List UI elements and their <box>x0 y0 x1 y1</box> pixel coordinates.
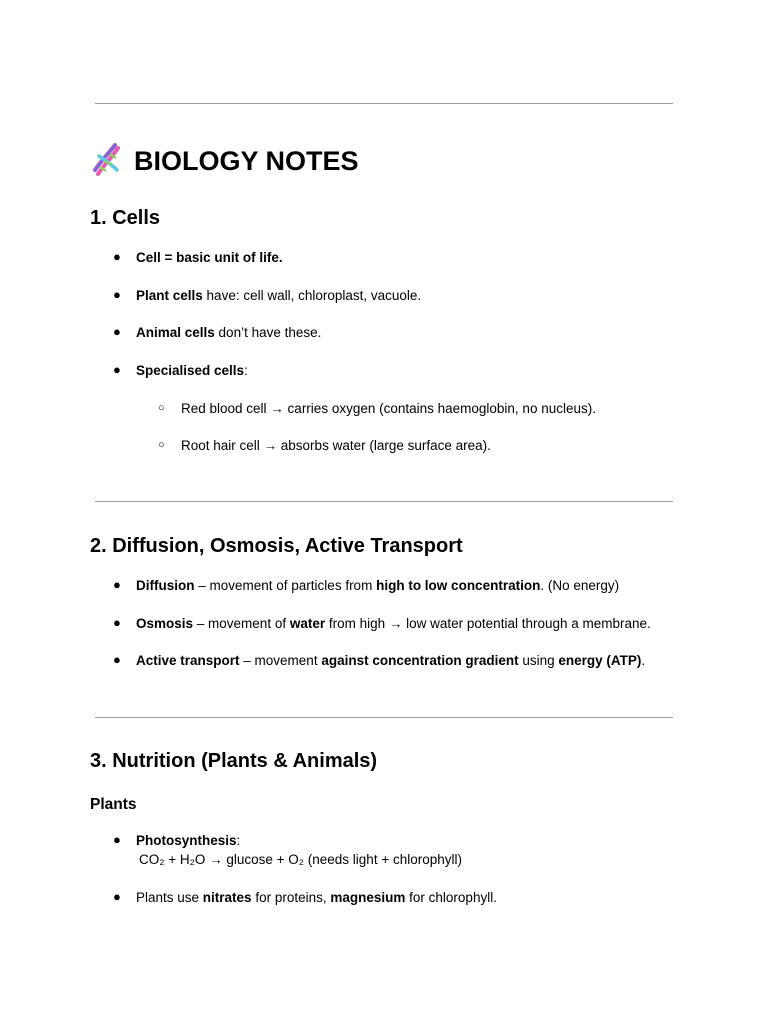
list-item-bold: nitrates <box>202 890 252 905</box>
sub-list-item: Root hair cell → absorbs water (large surface area). <box>181 438 491 453</box>
sub-bullet-icon: ○ <box>158 439 165 451</box>
list-item <box>136 287 421 305</box>
list-item <box>136 324 321 342</box>
bullet-icon: ● <box>113 362 121 377</box>
list-item-bold: Photosynthesis <box>136 833 237 848</box>
list-item-text: from high → low water potential through a membrane. <box>325 616 651 631</box>
list-item-bold: high to low concentration <box>376 578 541 593</box>
list-item-bold: water <box>289 616 326 631</box>
list-item-bold: Diffusion <box>136 578 195 593</box>
page-title <box>90 141 359 181</box>
list-item <box>136 832 240 850</box>
list-item-text: : <box>244 363 248 378</box>
list-item <box>136 362 248 380</box>
bullet-icon: ● <box>113 615 121 630</box>
list-item <box>136 889 497 907</box>
list-item <box>136 615 651 633</box>
list-item-bold: magnesium <box>330 890 406 905</box>
section-heading-transport: 2. Diffusion, Osmosis, Active Transport <box>90 535 463 557</box>
list-item-text: for chlorophyll. <box>405 890 497 905</box>
list-item-text: using <box>518 653 559 668</box>
list-item <box>136 249 283 267</box>
list-item-text: : <box>236 833 241 848</box>
list-item-bold: Cell = basic unit of life. <box>136 250 283 265</box>
list-item-text: have: cell wall, chloroplast, vacuole. <box>202 288 422 303</box>
sub-list-item: Red blood cell → carries oxygen (contains haemoglobin, no nucleus). <box>181 401 596 416</box>
list-item-text: – movement of <box>193 616 290 631</box>
list-item-text: don’t have these. <box>214 325 322 340</box>
sub-bullet-icon: ○ <box>158 402 165 414</box>
list-item-bold: against concentration gradient <box>321 653 519 668</box>
list-item <box>136 652 645 670</box>
list-item-text: for proteins, <box>251 890 331 905</box>
list-item-bold: energy (ATP) <box>558 653 642 668</box>
bullet-icon: ● <box>113 324 121 339</box>
section-heading-cells: 1. Cells <box>90 207 161 229</box>
bullet-icon: ● <box>113 652 121 667</box>
bullet-icon: ● <box>113 832 121 847</box>
list-item-bold: Animal cells <box>136 325 215 340</box>
list-item-bold: Active transport <box>136 653 240 668</box>
horizontal-rule <box>95 103 673 104</box>
horizontal-rule <box>95 717 673 718</box>
equation-text: CO₂ + H₂O → glucose + O₂ (needs light + chlorophyll) <box>139 852 462 867</box>
bullet-icon: ● <box>113 287 121 302</box>
list-item-text: Plants use <box>136 890 203 905</box>
list-item-text: . (No energy) <box>540 578 620 593</box>
dna-icon <box>90 143 126 179</box>
bullet-icon: ● <box>113 889 121 904</box>
list-item <box>136 577 619 595</box>
subheading-plants: Plants <box>90 796 137 813</box>
horizontal-rule <box>95 501 673 502</box>
list-item-bold: Plant cells <box>136 288 203 303</box>
title-text: BIOLOGY NOTES <box>134 145 359 176</box>
list-item-text: – movement <box>239 653 322 668</box>
bullet-icon: ● <box>113 577 121 592</box>
list-item-bold: Osmosis <box>136 616 194 631</box>
list-item-text: – movement of particles from <box>194 578 377 593</box>
list-item-text: . <box>641 653 646 668</box>
bullet-icon: ● <box>113 249 121 264</box>
list-item-bold: Specialised cells <box>136 363 245 378</box>
section-heading-nutrition: 3. Nutrition (Plants & Animals) <box>90 750 378 772</box>
